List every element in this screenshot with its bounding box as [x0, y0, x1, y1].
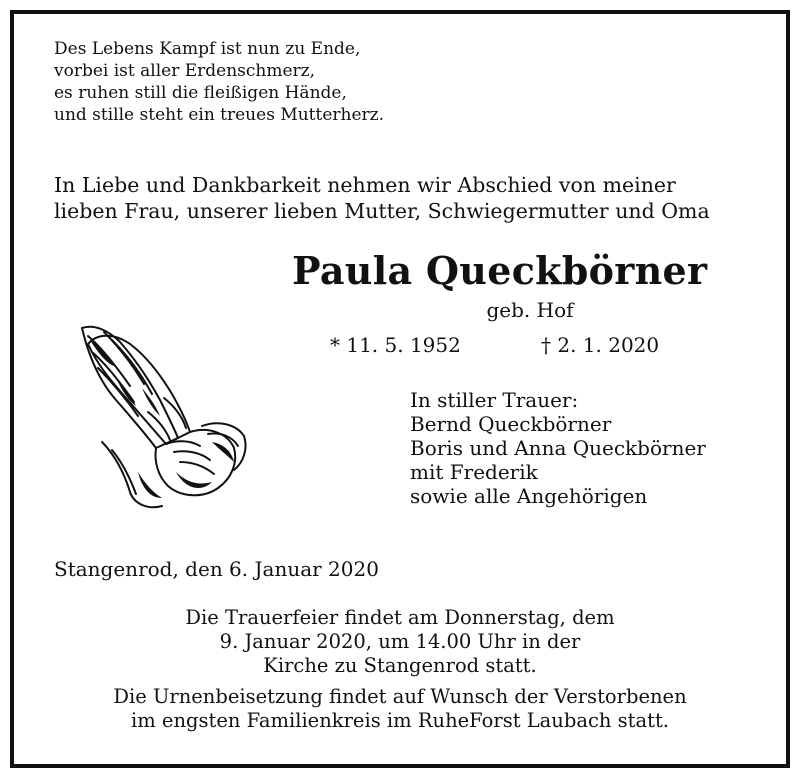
funeral-line: Kirche zu Stangenrod statt.	[263, 654, 537, 677]
burial-notice	[0, 685, 800, 733]
funeral-line: 9. Januar 2020, um 14.00 Uhr in der	[219, 630, 581, 653]
intro-line: lieben Frau, unserer lieben Mutter, Schwiegermutter und Oma	[54, 199, 710, 223]
poem-line: vorbei ist aller Erdenschmerz,	[54, 61, 316, 81]
poem-line: und stille steht ein treues Mutterherz.	[54, 105, 385, 125]
mourner-name: mit Frederik	[410, 460, 538, 484]
mourner-name: sowie alle Angehörigen	[410, 484, 648, 508]
intro-line: In Liebe und Dankbarkeit nehmen wir Abschied von meiner	[54, 173, 676, 197]
burial-line: im engsten Familienkreis im RuheForst Laubach statt.	[131, 709, 669, 732]
poem-line: es ruhen still die fleißigen Hände,	[54, 83, 347, 103]
memorial-poem	[54, 38, 384, 126]
maiden-name-row	[0, 298, 800, 322]
praying-hands-icon	[78, 322, 248, 512]
death-date: † 2. 1. 2020	[541, 333, 660, 357]
funeral-line: Die Trauerfeier findet am Donnerstag, dem	[185, 606, 615, 629]
place-and-date: Stangenrod, den 6. Januar 2020	[54, 557, 379, 581]
funeral-notice	[0, 606, 800, 678]
farewell-intro	[54, 172, 710, 224]
poem-line: Des Lebens Kampf ist nun zu Ende,	[54, 39, 361, 59]
mourners-block	[410, 388, 706, 508]
mourner-name: Boris und Anna Queckbörner	[410, 436, 706, 460]
mourners-heading: In stiller Trauer:	[410, 388, 579, 412]
deceased-name: Paula Queckbörner	[292, 248, 708, 293]
maiden-name: geb. Hof	[486, 298, 574, 322]
birth-date: * 11. 5. 1952	[330, 333, 461, 357]
burial-line: Die Urnenbeisetzung findet auf Wunsch der Verstorbenen	[113, 685, 687, 708]
mourner-name: Bernd Queckbörner	[410, 412, 612, 436]
